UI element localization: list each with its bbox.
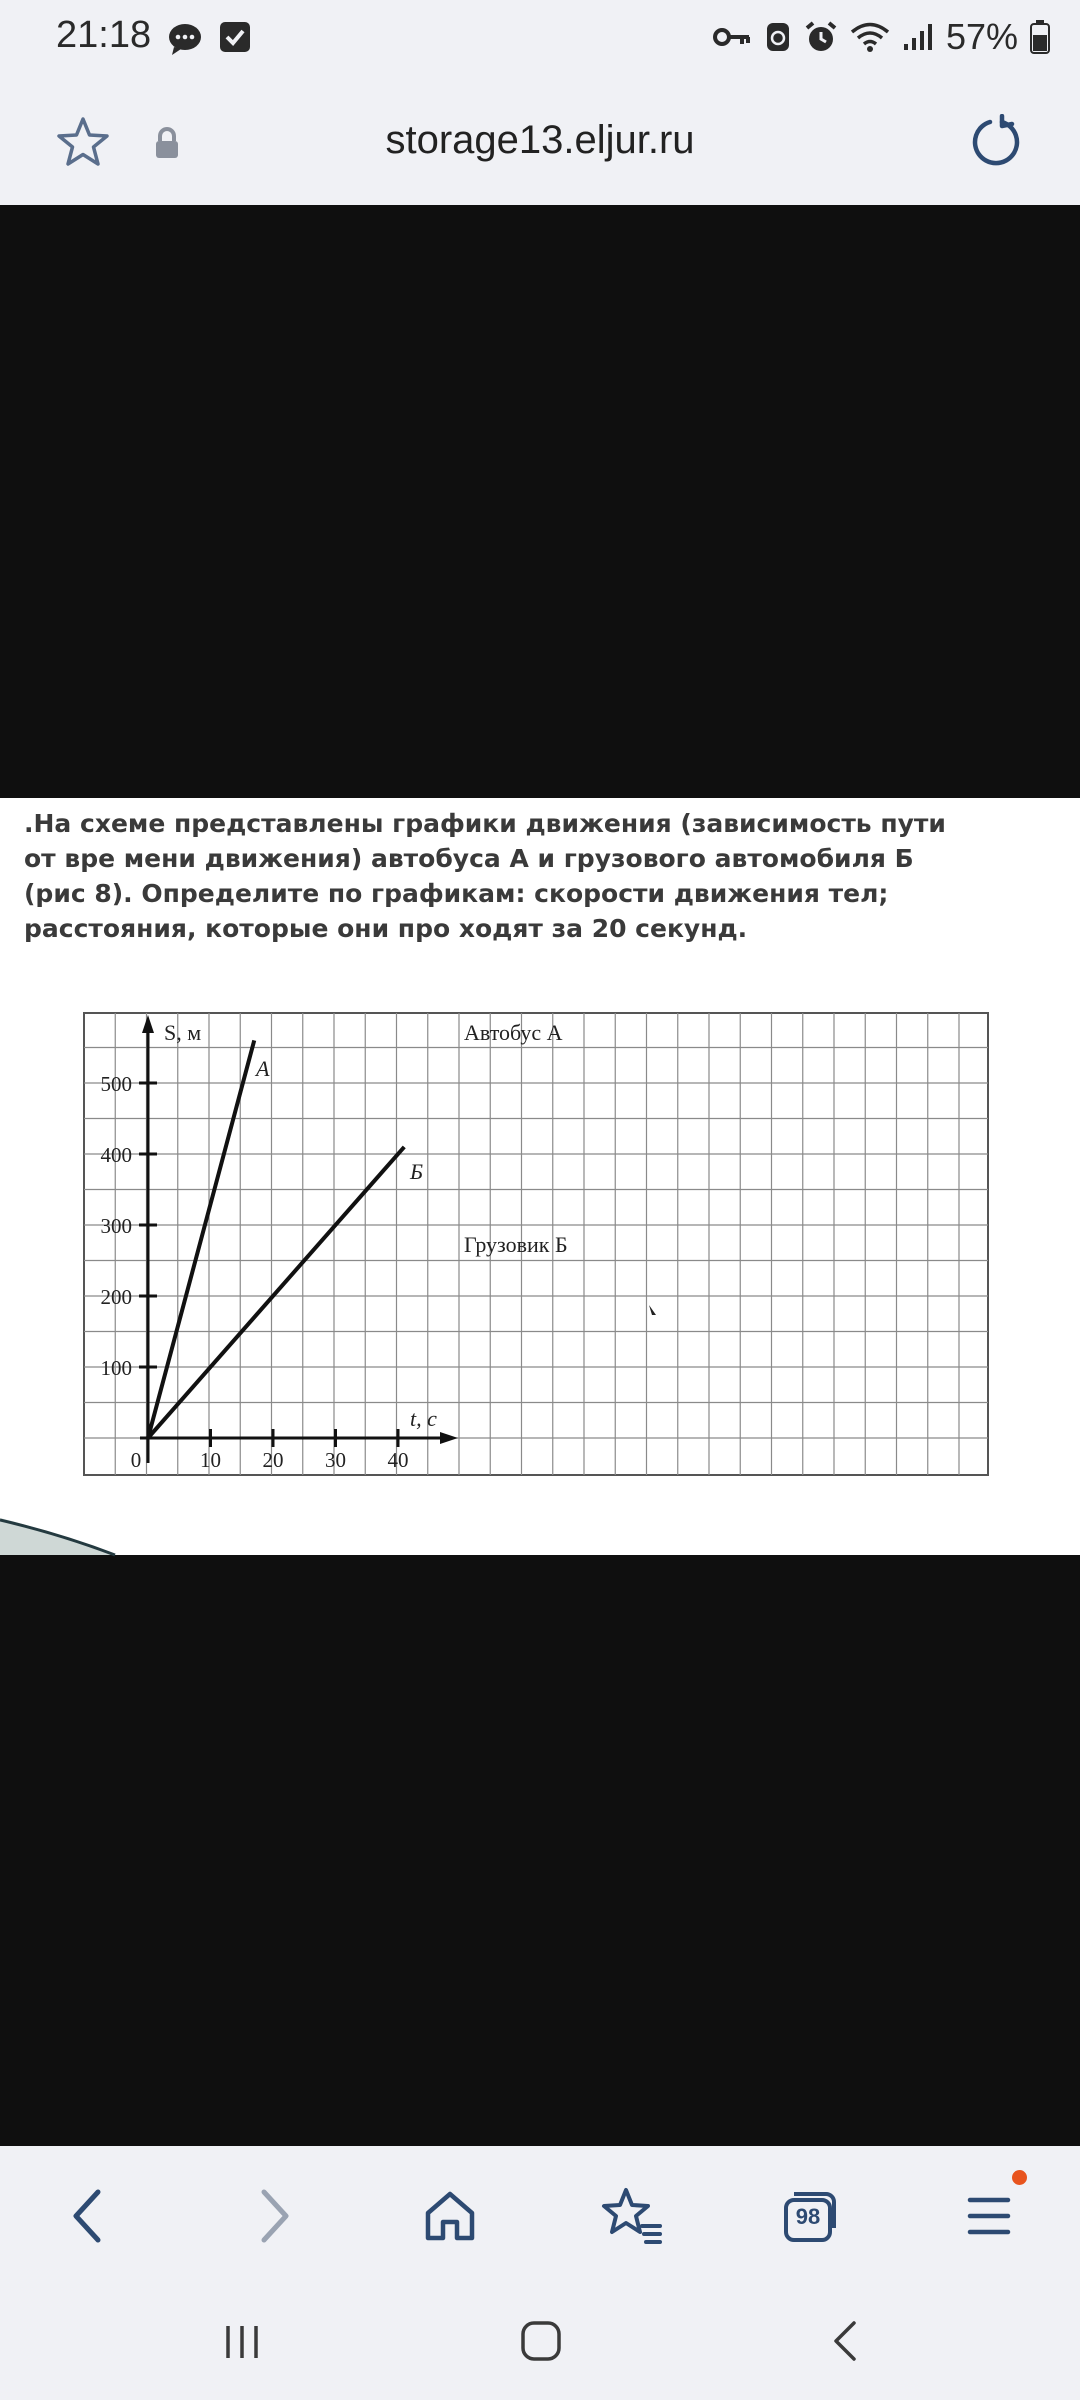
tab-count: 98 (795, 2204, 821, 2229)
forward-icon[interactable] (252, 2186, 296, 2246)
y-tick-label: 500 (100, 1072, 132, 1096)
recent-apps-icon[interactable] (220, 2320, 264, 2364)
menu-icon[interactable] (964, 2188, 1020, 2244)
y-axis-arrow (142, 1015, 154, 1033)
problem-line: (рис 8). Определите по графикам: скорости движения тел; (24, 879, 889, 908)
bookmarks-icon[interactable] (600, 2186, 664, 2246)
check-icon (218, 20, 252, 54)
problem-line: .На схеме представлены графики движения (зависимость пути (24, 809, 946, 838)
series-label-a: A (256, 1056, 270, 1081)
battery-percent: 57% (945, 16, 1018, 57)
recycle-icon (764, 20, 792, 54)
problem-text (24, 806, 1064, 946)
y-axis-label: S, м (164, 1020, 202, 1045)
x-axis-arrow (440, 1432, 458, 1444)
y-tick-label: 200 (100, 1285, 132, 1309)
back-icon[interactable] (66, 2186, 110, 2246)
reload-icon[interactable] (968, 114, 1024, 170)
back-system-icon[interactable] (830, 2318, 860, 2364)
y-tick-label: 300 (100, 1214, 132, 1238)
alarm-icon (804, 20, 838, 54)
key-icon (712, 25, 752, 49)
series-label-b: Б (410, 1159, 423, 1184)
tabs-button[interactable] (780, 2186, 840, 2251)
annotation-truck: Грузовик Б (464, 1232, 568, 1257)
home-system-icon[interactable] (518, 2318, 564, 2364)
x-tick-label: 30 (325, 1448, 346, 1472)
battery-icon (1030, 20, 1050, 54)
wifi-icon (850, 21, 890, 53)
message-icon (166, 20, 204, 58)
motion-chart (0, 995, 1080, 1495)
url-bar (0, 78, 1080, 205)
status-bar (0, 0, 1080, 78)
x-tick-label: 10 (200, 1448, 221, 1472)
x-tick-label: 0 (130, 1448, 142, 1472)
browser-bottom-nav (0, 2146, 1080, 2286)
annotation-bus: Автобус А (464, 1020, 563, 1045)
problem-line: от вре мени движения) автобуса А и грузового автомобиля Б (24, 844, 914, 873)
signal-icon (902, 22, 934, 52)
status-time: 21:18 (56, 14, 152, 56)
x-tick-label: 40 (387, 1448, 409, 1472)
notification-dot (1012, 2170, 1027, 2185)
home-icon[interactable] (420, 2186, 480, 2246)
url-text[interactable]: storage13.eljur.ru (385, 118, 695, 162)
problem-line: расстояния, которые они про ходят за 20 секунд. (24, 914, 748, 943)
x-tick-label: 20 (262, 1448, 284, 1472)
page-curl (0, 1508, 120, 1568)
y-tick-label: 100 (100, 1356, 132, 1380)
system-nav-bar (0, 2286, 1080, 2400)
cursor-mark (649, 1305, 656, 1315)
y-tick-label: 400 (100, 1143, 132, 1167)
x-axis-label: t, с (410, 1406, 437, 1431)
